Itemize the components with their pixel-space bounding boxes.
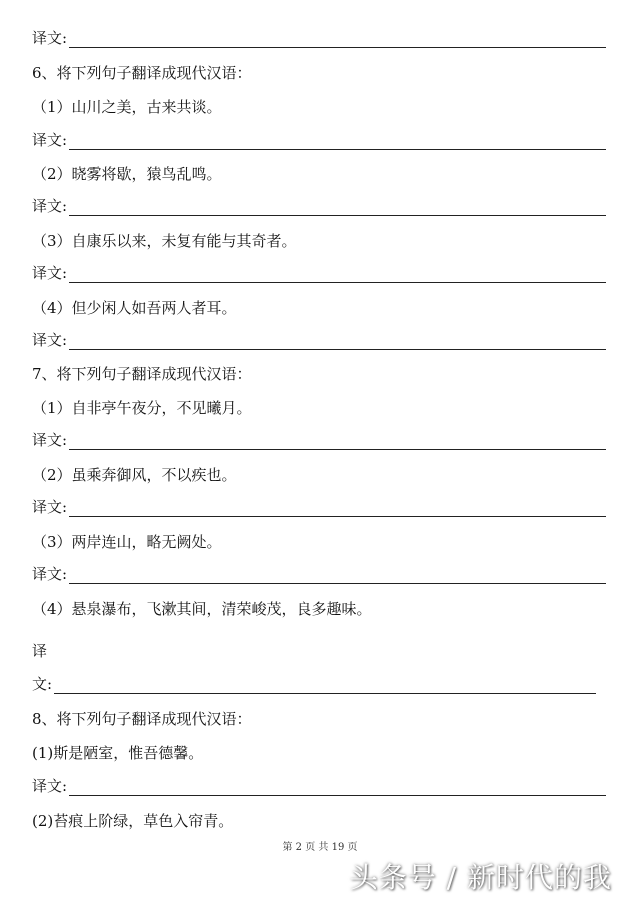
- answer-label: 译文:: [32, 777, 68, 795]
- question-line: （2）晓雾将歇，猿鸟乱鸣。: [32, 165, 222, 183]
- answer-label-bottom: 文:: [32, 675, 53, 693]
- answer-blank[interactable]: [32, 28, 606, 48]
- answer-underline[interactable]: [69, 270, 606, 283]
- answer-label: 译文:: [32, 498, 68, 516]
- answer-blank[interactable]: [32, 776, 606, 796]
- answer-underline[interactable]: [69, 783, 606, 796]
- answer-blank[interactable]: [32, 196, 606, 216]
- answer-label: 译文:: [32, 264, 68, 282]
- question-line: 8、将下列句子翻译成现代汉语：: [32, 710, 252, 728]
- answer-blank[interactable]: [32, 130, 606, 150]
- answer-blank[interactable]: [32, 497, 606, 517]
- answer-underline[interactable]: [69, 571, 606, 584]
- question-line: （1）山川之美，古来共谈。: [32, 98, 222, 116]
- answer-blank[interactable]: [32, 564, 606, 584]
- question-line: （3）两岸连山，略无阙处。: [32, 533, 222, 551]
- answer-label: 译文:: [32, 29, 68, 47]
- watermark: 头条号 / 新时代的我: [349, 861, 612, 894]
- answer-underline[interactable]: [69, 35, 606, 48]
- question-line: （1）自非亭午夜分，不见曦月。: [32, 399, 252, 417]
- answer-blank[interactable]: [32, 263, 606, 283]
- answer-label: 译文:: [32, 131, 68, 149]
- question-line: 6、将下列句子翻译成现代汉语：: [32, 64, 252, 82]
- question-line: （4）悬泉瀑布，飞漱其间，清荣峻茂，良多趣味。: [32, 600, 372, 618]
- answer-label-top: 译: [32, 642, 48, 660]
- answer-underline[interactable]: [69, 137, 606, 150]
- question-line: （3）自康乐以来，未复有能与其奇者。: [32, 232, 297, 250]
- question-line: (1)斯是陋室，惟吾德馨。: [32, 744, 204, 762]
- answer-blank[interactable]: [32, 430, 606, 450]
- answer-underline[interactable]: [54, 681, 596, 694]
- answer-label: 译文:: [32, 197, 68, 215]
- question-line: 7、将下列句子翻译成现代汉语：: [32, 365, 252, 383]
- question-line: （2）虽乘奔御风，不以疾也。: [32, 466, 237, 484]
- answer-underline[interactable]: [69, 203, 606, 216]
- answer-underline[interactable]: [69, 337, 606, 350]
- question-line: (2)苔痕上阶绿，草色入帘青。: [32, 812, 234, 830]
- answer-blank[interactable]: [32, 674, 596, 694]
- answer-blank[interactable]: [32, 330, 606, 350]
- answer-label: 译文:: [32, 431, 68, 449]
- answer-underline[interactable]: [69, 504, 606, 517]
- answer-label: 译文:: [32, 565, 68, 583]
- answer-label: 译文:: [32, 331, 68, 349]
- question-line: （4）但少闲人如吾两人者耳。: [32, 299, 237, 317]
- page-number: 第 2 页 共 19 页: [282, 842, 358, 853]
- answer-underline[interactable]: [69, 437, 606, 450]
